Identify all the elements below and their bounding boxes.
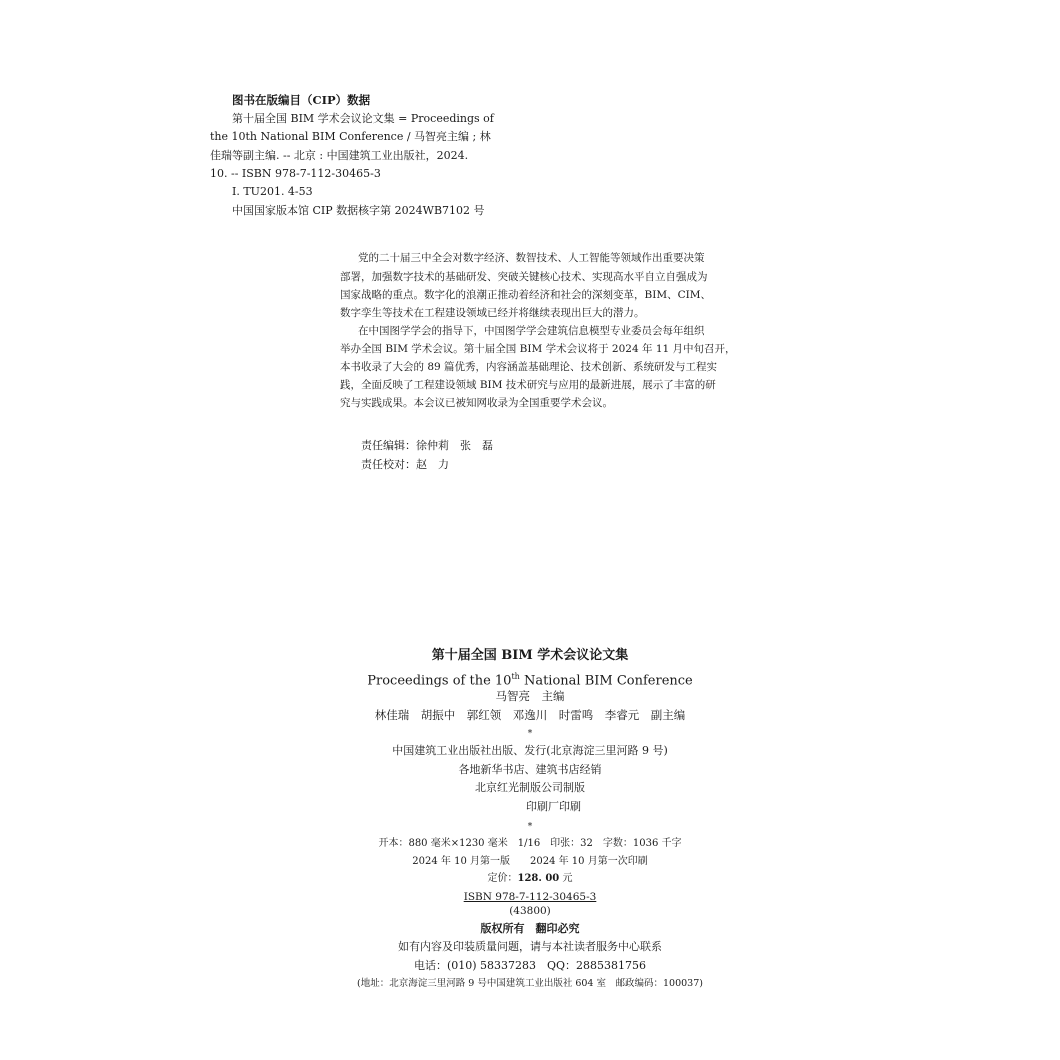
edition-info: 2024 年 10 月第一版 2024 年 10 月第一次印刷 (412, 856, 648, 867)
responsible-editor: 责任编辑：徐仲莉 张 磊 (361, 439, 493, 452)
book-title-en-pre: Proceedings of the 10 (367, 673, 512, 689)
isbn-text: ISBN 978-7-112-30465-3 (463, 891, 597, 903)
platemaker: 北京红光制版公司制版 (475, 781, 585, 794)
publisher-address: (地址：北京海淀三里河路 9 号中国建筑工业出版社 604 室 邮政编码：100037) (357, 978, 703, 989)
book-title-en (0, 669, 1060, 689)
intro-line: 践，全面反映了工程建设领域 BIM 技术研究与应用的最新进展，展示了丰富的研 (340, 379, 716, 391)
intro-line: 党的二十届三中全会对数字经济、数智技术、人工智能等领域作出重要决策 (358, 252, 705, 264)
price-unit: 元 (559, 873, 573, 884)
price-value: 128. 00 (517, 873, 560, 884)
contact-phone: 电话：(010) 58337283 QQ：2885381756 (413, 959, 647, 972)
isbn (0, 890, 1060, 904)
deputy-editors: 林佳瑞 胡振中 郭红领 邓逸川 时雷鸣 李睿元 副主编 (374, 708, 686, 722)
price (0, 872, 1060, 886)
intro-line: 国家战略的重点。数字化的浪潮正推动着经济和社会的深刻变革，BIM、CIM、 (340, 289, 712, 301)
format-info: 开本：880 毫米×1230 毫米 1/16 印张：32 字数：1036 千字 (378, 838, 682, 849)
separator-star: * (527, 729, 533, 739)
intro-line: 数字孪生等技术在工程建设领域已经并将继续表现出巨大的潜力。 (340, 307, 645, 319)
publisher: 中国建筑工业出版社出版、发行(北京海淀三里河路 9 号) (392, 744, 668, 757)
cip-classification: Ⅰ. TU201. 4-53 (232, 185, 313, 198)
intro-line: 究与实践成果。本会议已被知网收录为全国重要学术会议。 (340, 397, 613, 409)
book-title-cn: 第十届全国 BIM 学术会议论文集 (431, 648, 629, 663)
intro-line: 部署，加强数字技术的基础研发、突破关键核心技术、实现高水平自立自强成为 (340, 271, 708, 283)
book-code: (43800) (509, 905, 551, 917)
cip-record-number: 中国国家版本馆 CIP 数据核字第 2024WB7102 号 (232, 204, 485, 217)
separator-star: * (527, 822, 533, 832)
intro-line: 本书收录了大会的 89 篇优秀，内容涵盖基础理论、技术创新、系统研发与工程实 (340, 361, 718, 373)
responsible-proofreader: 责任校对：赵 力 (361, 458, 449, 471)
cip-heading: 图书在版编目（CIP）数据 (232, 93, 371, 107)
book-title-en-sup: th (511, 672, 520, 681)
intro-line: 在中国图学学会的指导下，中国图学学会建筑信息模型专业委员会每年组织 (358, 325, 705, 337)
service-notice: 如有内容及印装质量问题，请与本社读者服务中心联系 (398, 940, 662, 953)
rights-notice: 版权所有 翻印必究 (480, 922, 580, 935)
cip-line: the 10th National BIM Conference / 马智亮主编 ; 林 (210, 130, 491, 143)
price-label: 定价： (487, 873, 518, 884)
cip-line: 10. -- ISBN 978-7-112-30465-3 (210, 167, 381, 180)
book-title-en-post: National BIM Conference (519, 673, 693, 689)
distributor: 各地新华书店、建筑书店经销 (458, 763, 602, 776)
intro-line: 举办全国 BIM 学术会议。第十届全国 BIM 学术会议将于 2024 年 11 月中旬召开， (340, 343, 736, 355)
cip-line: 第十届全国 BIM 学术会议论文集 = Proceedings of (232, 112, 494, 125)
printer: 印刷厂印刷 (526, 800, 581, 813)
chief-editor: 马智亮 主编 (495, 689, 565, 703)
cip-line: 佳瑞等副主编. -- 北京 : 中国建筑工业出版社，2024. (210, 149, 469, 162)
